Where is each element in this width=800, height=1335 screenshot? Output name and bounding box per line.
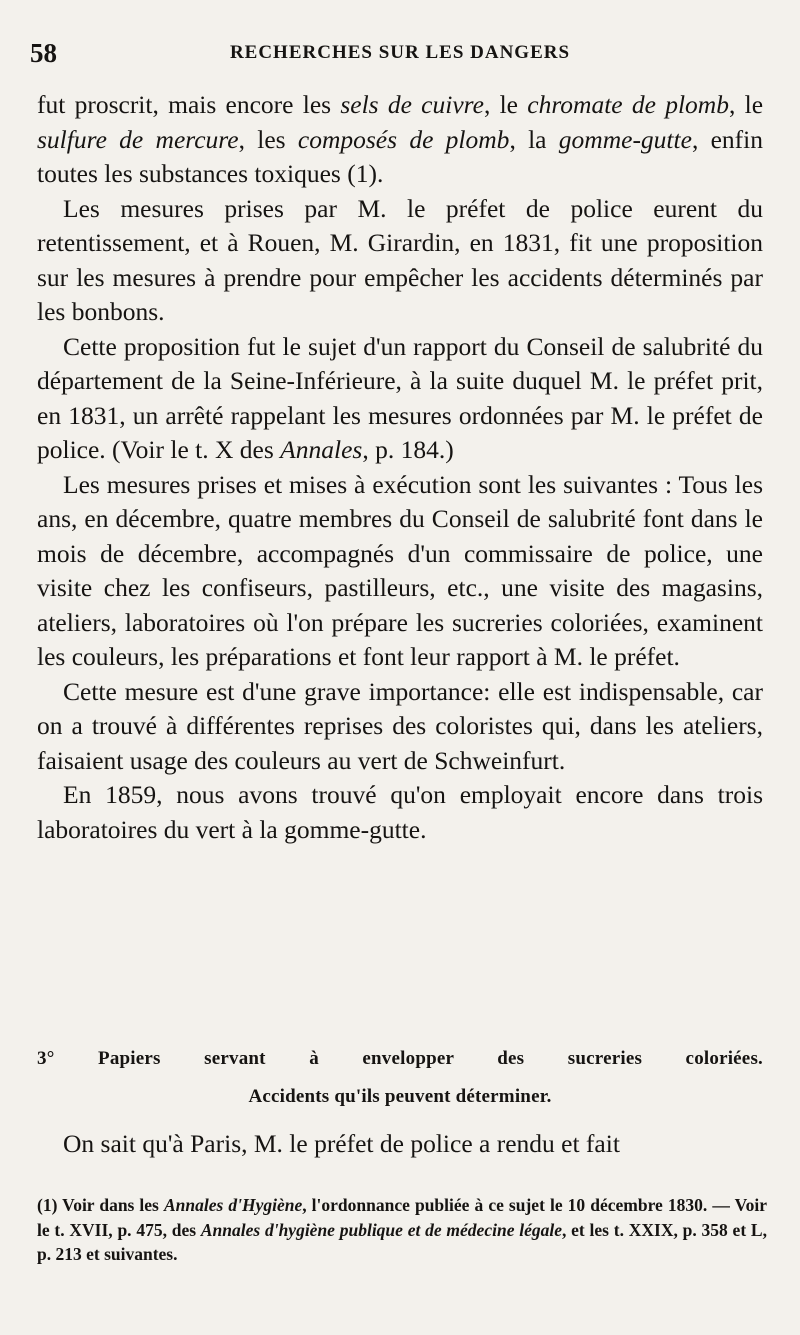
section-heading-line-2: Accidents qu'ils peuvent déterminer. (248, 1086, 552, 1107)
page-header (30, 38, 770, 68)
paragraph-p2 (37, 192, 763, 330)
text-run: , le (728, 90, 764, 119)
footnote-text (37, 1193, 767, 1267)
text-run: Cette proposition fut le sujet d'un rapport du Conseil de salubrité du département de la Seine-Inférieure, à la suite duquel M. le préfet prit, en 1831, un arrêté rappelant les mesures ordonnées par M. le préfet de police. (Voir le t. X des (37, 331, 763, 464)
text-run: (1) Voir dans les (37, 1195, 164, 1215)
text-run: En 1859, nous avons trouvé qu'on employait encore dans trois laboratoires du vert à la gomme-gutte. (37, 780, 763, 844)
text-run: , l'ordonnance publiée à ce sujet le 10 décembre 1830. — Voir le t. XVII, p. 475, des (37, 1195, 768, 1240)
italic-run: Annales (280, 435, 363, 464)
italic-run: sels de cuivre (340, 90, 484, 119)
continuation-text (37, 1127, 763, 1162)
paragraph-p6 (37, 778, 763, 847)
text-run: Cette mesure est d'une grave importance: elle est indispensable, car on a trouvé à différentes reprises des coloristes qui, dans les ateliers, faisaient usage des couleurs au vert de Schweinfurt. (37, 676, 763, 775)
paragraph-p4 (37, 468, 763, 675)
text-run: Les mesures prises par M. le préfet de police eurent du retentissement, et à Rouen, M. Girardin, en 1831, fit une proposition sur les mesures à prendre pour empêcher les accidents déterminés par les bonbons. (37, 193, 763, 326)
paragraph-p1 (37, 88, 763, 192)
text-run: , et les t. XXIX, p. 358 et L, p. 213 et suivantes. (37, 1219, 767, 1264)
paragraph-p5 (37, 675, 763, 779)
italic-run: sulfure de mercure (37, 124, 239, 154)
italic-run: composés de plomb (297, 124, 510, 154)
text-run: fut proscrit, mais encore les (37, 90, 341, 119)
text-run: , p. 184.) (362, 435, 454, 464)
text-run: , les (238, 124, 298, 154)
text-run: Les mesures prises et mises à exécution sont les suivantes : Tous les ans, en décembre, quatre membres du Conseil de salubrité font dans le mois de décembre, accompagnés d'un commissaire de police, une visite chez les confiseurs, pastilleurs, etc., une visite des magasins, ateliers, laboratoires où l'on prépare les sucreries coloriées, examinent les couleurs, les préparations et font leur rapport à M. le préfet. (37, 469, 763, 671)
section-heading (37, 1040, 763, 1116)
paragraph (37, 1127, 763, 1162)
main-text (37, 88, 763, 847)
footnote (37, 1193, 767, 1267)
italic-run: Annales d'hygiène publique et de médecine légale (200, 1219, 562, 1240)
text-run: , le (483, 90, 528, 119)
italic-run: Annales d'Hygiène (163, 1195, 303, 1215)
italic-run: gomme-gutte (558, 124, 692, 154)
page-number: 58 (30, 38, 57, 68)
section-heading-line-1: 3° Papiers servant à envelopper des sucreries coloriées. (37, 1048, 763, 1069)
text-run: , enfin toutes les substances toxiques (1). (37, 124, 763, 188)
italic-run: chromate de plomb (527, 90, 729, 119)
paragraph-p3 (37, 330, 763, 468)
running-head: RECHERCHES SUR LES DANGERS (229, 42, 571, 63)
text-run: , la (509, 124, 559, 154)
text-run: On sait qu'à Paris, M. le préfet de police a rendu et fait (63, 1129, 620, 1158)
